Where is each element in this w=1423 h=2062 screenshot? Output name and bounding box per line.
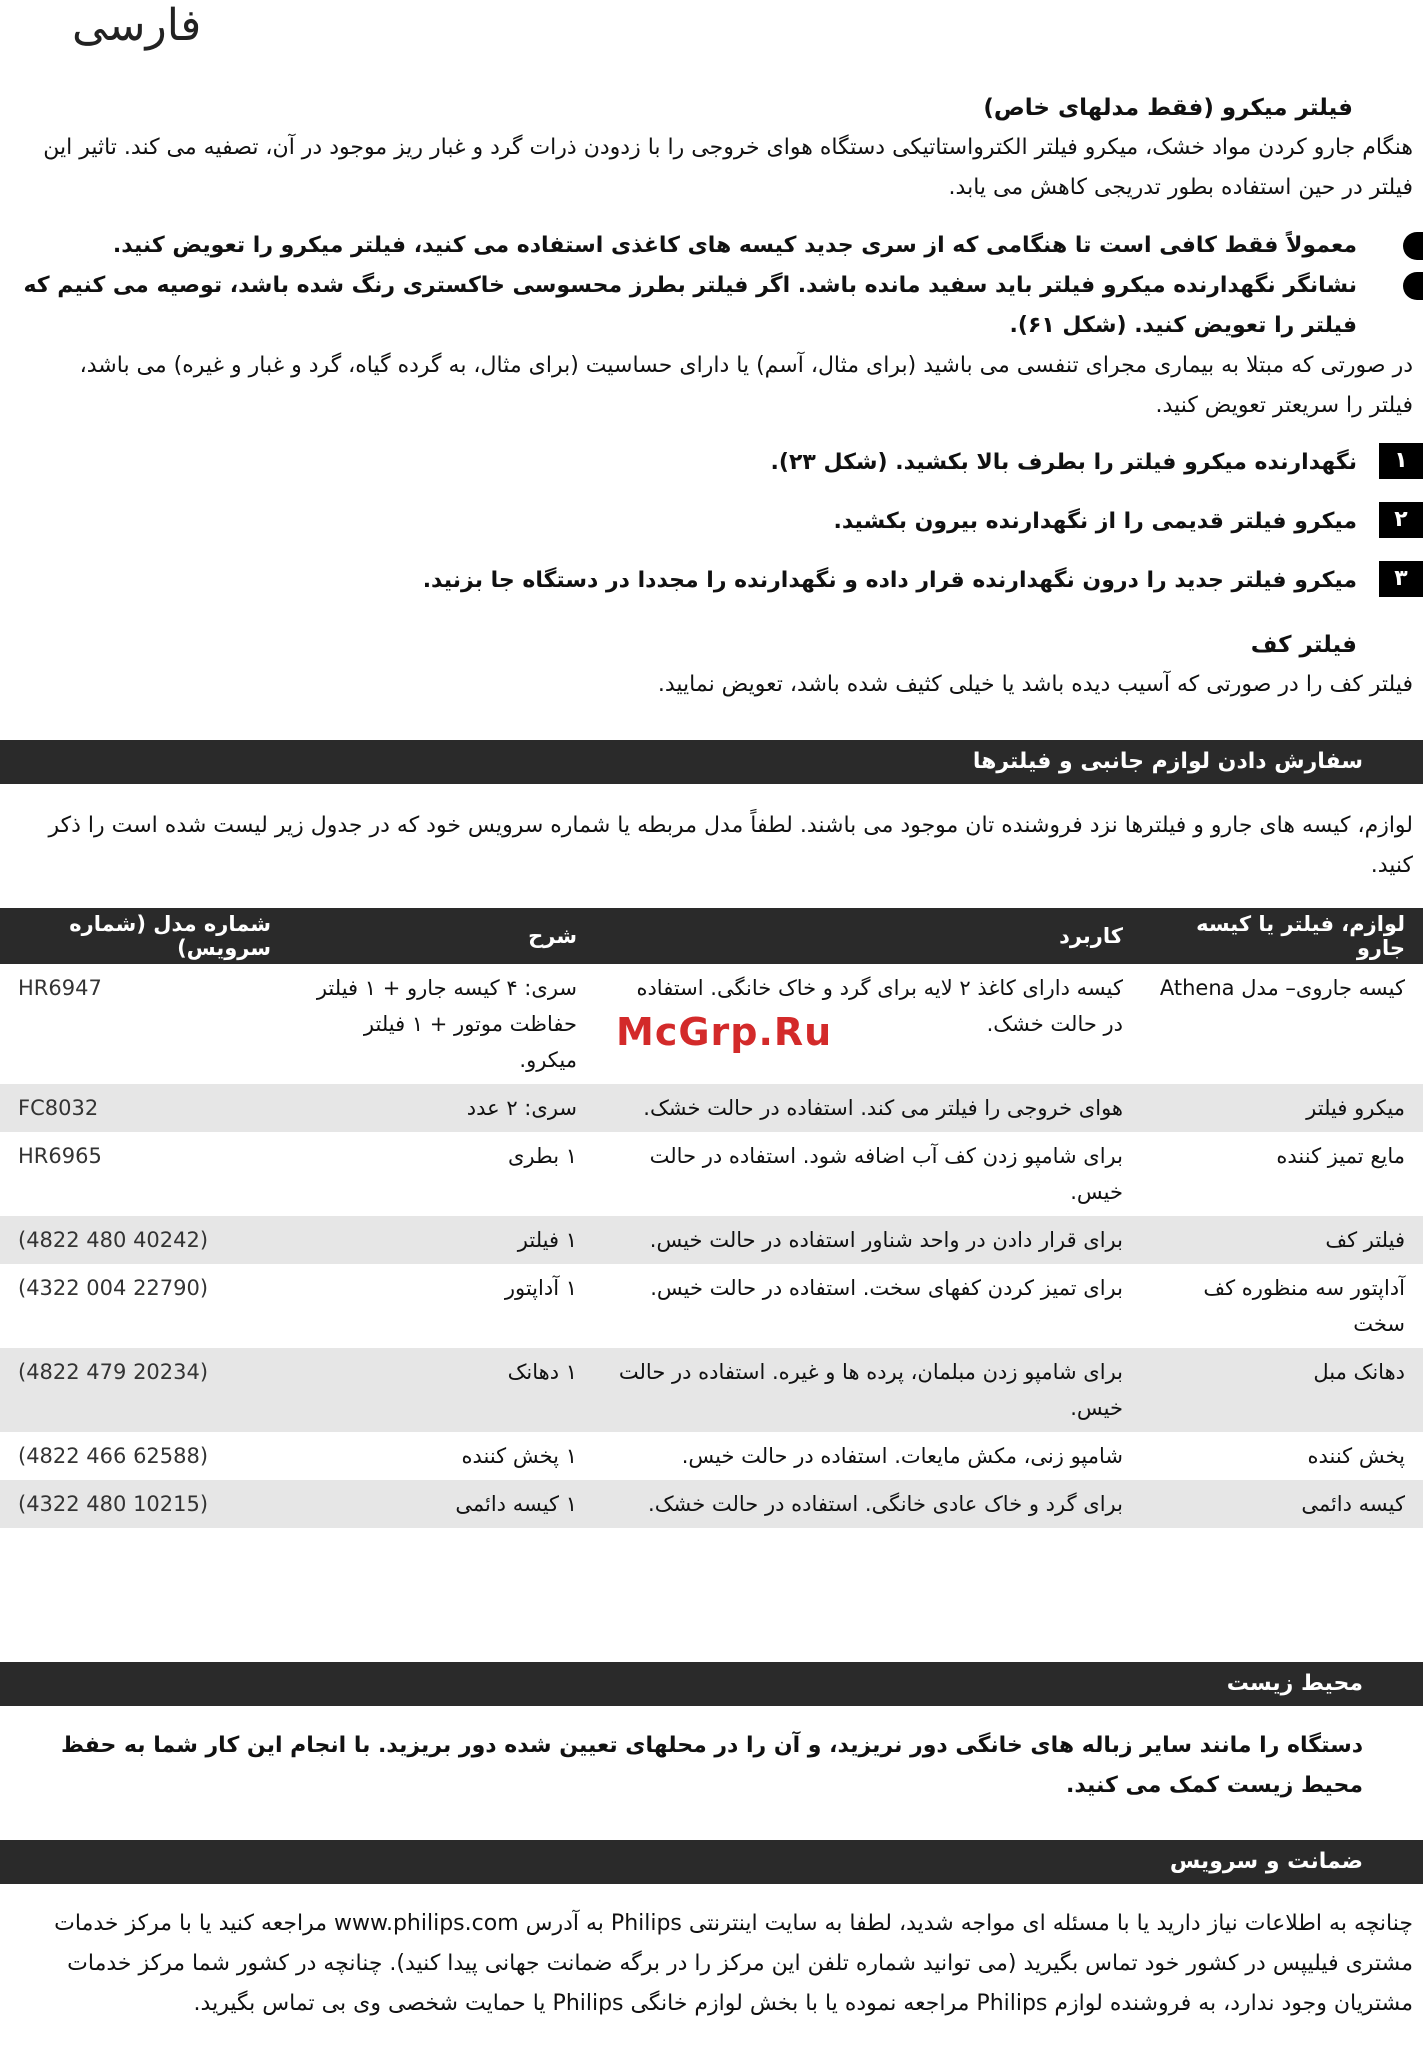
step-text: نگهدارنده میکرو فیلتر را بطرف بالا بکشید. (شکل ۲۳). (770, 450, 1357, 475)
cell-description: سری: ۲ عدد (289, 1084, 595, 1132)
step-text: میکرو فیلتر جدید را درون نگهدارنده قرار داده و نگهدارنده را مجددا در دستگاه جا بزنید. (422, 568, 1357, 593)
cell-description: ۱ بطری (507, 1144, 577, 1168)
bullet-text: معمولاً فقط کافی است تا هنگامی که از سری جدید کیسه های کاغذی استفاده می کنید، فیلتر میکرو را تعویض کنید. (112, 233, 1357, 258)
section-bar-warranty: ضمانت و سرویس (0, 1840, 1423, 1884)
cell-use: شامپو زنی، مکش مایعات. استفاده در حالت خیس. (681, 1444, 1123, 1468)
respiratory-note: در صورتی که مبتلا به بیماری مجرای تنفسی می باشید (برای مثال، آسم) یا دارای حساسیت (برای مثال، به گرده گیاه، گرد و غبار و غیره) می باشد، فیلتر را سریعتر تعویض کنید. (79, 353, 1413, 418)
step-text: میکرو فیلتر قدیمی را از نگهدارنده بیرون بکشید. (833, 509, 1357, 534)
bullet-item (10, 226, 1423, 266)
table-row (0, 1084, 1423, 1132)
table-row (0, 1480, 1423, 1528)
cell-item: پخش کننده (1307, 1444, 1405, 1468)
header-use: کاربرد (595, 908, 1141, 964)
section-bar-ordering: سفارش دادن لوازم جانبی و فیلترها (0, 740, 1423, 784)
header-item: لوازم، فیلتر یا کیسه جارو (1141, 908, 1423, 964)
bullet-item (10, 266, 1423, 346)
cell-item: فیلتر کف (1141, 1216, 1423, 1264)
bullet-text: نشانگر نگهدارنده میکرو فیلتر باید سفید مانده باشد. اگر فیلتر بطرز محسوسی خاکستری رنگ شده باشد، توصیه می کنیم که فیلتر را تعویض کنید. (شکل ۶۱). (23, 273, 1357, 338)
table-row (0, 1348, 1423, 1432)
cell-use: برای گرد و خاک عادی خانگی. استفاده در حالت خشک. (595, 1480, 1141, 1528)
cell-use: کیسه دارای کاغذ ۲ لایه برای گرد و خاک خانگی. استفاده در حالت خشک. (636, 976, 1123, 1036)
step-number: ۲ (1379, 502, 1423, 538)
cell-description: ۱ پخش کننده (461, 1444, 577, 1468)
foam-filter-paragraph: فیلتر کف را در صورتی که آسیب دیده باشد یا خیلی کثیف شده باشد، تعویض نمایید. (657, 672, 1413, 697)
cell-model: (4822 480 40242) (0, 1216, 289, 1264)
cell-item: میکرو فیلتر (1141, 1084, 1423, 1132)
ordering-paragraph: لوازم، کیسه های جارو و فیلترها نزد فروشنده تان موجود می باشند. لطفاً مدل مربطه یا شماره سرویس خود که در جدول زیر لیست شده است را ذکر کنید. (48, 813, 1413, 878)
cell-description: سری: ۴ کیسه جارو + ۱ فیلتر حفاظت موتور + ۱ فیلتر میکرو. (316, 976, 577, 1072)
bullet-icon (1403, 232, 1423, 260)
section-bar-environment: محیط زیست (0, 1662, 1423, 1706)
warranty-paragraph: چنانچه به اطلاعات نیاز دارید یا با مسئله ای مواجه شدید، لطفا به سایت اینترنتی Philips به آدرس www.philips.com مراجعه کنید یا با مرکز خدمات مشتری فیلیپس در کشور خود تماس بگیرید (می توانید شماره تلفن این مرکز را در برگه ضمانت جهانی پیدا کنید). چنانچه در کشور شما مرکز خدمات مشتریان وجود ندارد، به فروشنده لوازم Philips مراجعه نموده یا با بخش لوازم خانگی Philips یا حمایت شخصی وی بی تماس بگیرید. (54, 1911, 1413, 2016)
micro-filter-paragraph: هنگام جارو کردن مواد خشک، میکرو فیلتر الکترواستاتیکی دستگاه هوای خروجی را با زدودن ذرات گرد و غبار ریز موجود در آن، تصفیه می کند. تاثیر این فیلتر در حین استفاده بطور تدریجی کاهش می یابد. (43, 135, 1413, 200)
micro-filter-heading: فیلتر میکرو (فقط مدلهای خاص) (983, 95, 1353, 121)
cell-description: ۱ دهانک (289, 1348, 595, 1432)
table-row (0, 1432, 1423, 1480)
cell-model: FC8032 (0, 1084, 289, 1132)
step-number: ۳ (1379, 561, 1423, 597)
cell-item: آداپتور سه منظوره کف سخت (1203, 1276, 1405, 1336)
step-number: ۱ (1379, 443, 1423, 479)
watermark-text: McGrp.Ru (616, 1010, 833, 1054)
foam-filter-heading: فیلتر کف (1250, 632, 1357, 658)
cell-description: ۱ فیلتر (289, 1216, 595, 1264)
cell-model: (4822 466 62588) (18, 1444, 209, 1468)
cell-use: برای شامپو زدن مبلمان، پرده ها و غیره. استفاده در حالت خیس. (595, 1348, 1141, 1432)
cell-model: HR6965 (18, 1144, 102, 1168)
table-row (0, 1216, 1423, 1264)
step-2 (20, 502, 1423, 542)
cell-use: برای شامپو زدن کف آب اضافه شود. استفاده در حالت خیس. (649, 1144, 1123, 1204)
cell-model: (4322 004 22790) (18, 1276, 209, 1300)
step-3 (20, 561, 1423, 601)
cell-item: کیسه جاروی– مدل Athena (1159, 976, 1405, 1000)
cell-description: ۱ کیسه دائمی (289, 1480, 595, 1528)
table-header-row (0, 908, 1423, 964)
cell-model: (4322 480 10215) (0, 1480, 289, 1528)
bullet-icon (1403, 272, 1423, 300)
language-title: فارسی (72, 0, 202, 51)
cell-model: HR6947 (18, 976, 102, 1000)
cell-use: برای قرار دادن در واحد شناور استفاده در حالت خیس. (595, 1216, 1141, 1264)
cell-use: هوای خروجی را فیلتر می کند. استفاده در حالت خشک. (595, 1084, 1141, 1132)
header-description: شرح (289, 908, 595, 964)
cell-description: ۱ آداپتور (504, 1276, 577, 1300)
step-1 (20, 443, 1423, 483)
header-model: شماره مدل (شماره سرویس) (0, 908, 289, 964)
cell-model: (4822 479 20234) (0, 1348, 289, 1432)
table-row (0, 1264, 1423, 1348)
cell-item: دهانک مبل (1141, 1348, 1423, 1432)
environment-paragraph: دستگاه را مانند سایر زباله های خانگی دور نریزید، و آن را در محلهای تعیین شده دور بریزید. با انجام این کار شما به حفظ محیط زیست کمک می کنید. (61, 1733, 1363, 1798)
cell-item: کیسه دائمی (1141, 1480, 1423, 1528)
accessories-table (0, 908, 1423, 1528)
table-row (0, 1132, 1423, 1216)
cell-use: برای تمیز کردن کفهای سخت. استفاده در حالت خیس. (650, 1276, 1123, 1300)
cell-item: مایع تمیز کننده (1276, 1144, 1405, 1168)
